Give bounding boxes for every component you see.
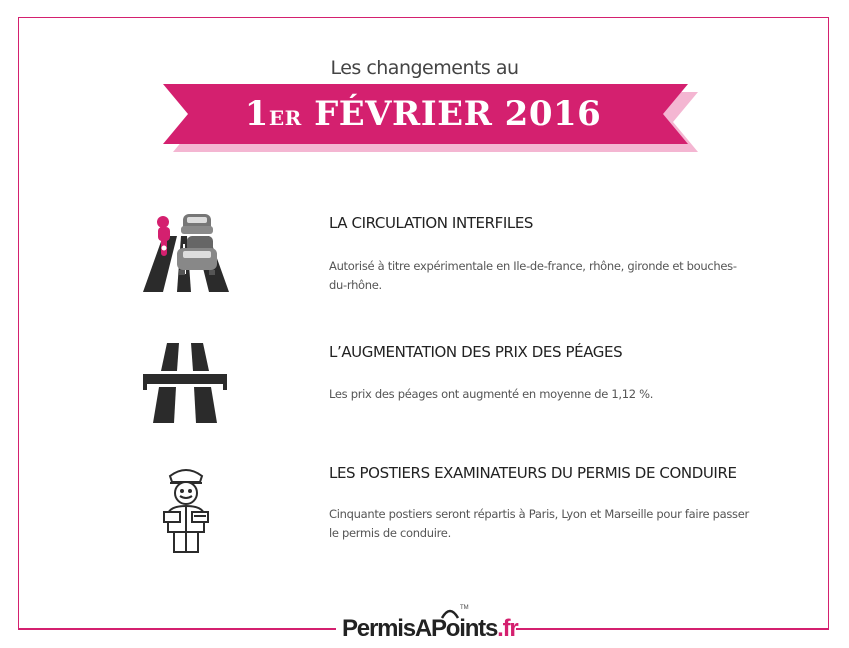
logo-main: PermisAPoints bbox=[342, 615, 498, 642]
highway-toll-icon bbox=[143, 343, 227, 423]
date-number: 1 bbox=[244, 94, 269, 134]
item-desc-postiers: Cinquante postiers seront répartis à Paris, Lyon et Marseille pour faire passer le permis de conduire. bbox=[329, 507, 749, 540]
motorbike-between-cars-icon bbox=[143, 208, 229, 294]
date-suffix: ER bbox=[268, 106, 302, 130]
logo-tld: .fr bbox=[497, 615, 518, 642]
permisapoints-logo[interactable] bbox=[336, 603, 516, 647]
item-desc-interfiles: Autorisé à titre expérimentale en Ile-de-france, rhône, gironde et bouches-du-rhône. bbox=[329, 259, 737, 292]
postman-icon bbox=[158, 466, 214, 554]
date-heading bbox=[163, 94, 683, 134]
item-title-interfiles: LA CIRCULATION INTERFILES bbox=[329, 214, 534, 232]
logo-wordmark bbox=[342, 615, 518, 643]
intro-text: Les changements au bbox=[330, 57, 519, 79]
item-title-postiers: LES POSTIERS EXAMINATEURS DU PERMIS DE CONDUIRE bbox=[329, 464, 737, 482]
date-month-year: FÉVRIER 2016 bbox=[314, 94, 602, 134]
footer-rule-left bbox=[18, 629, 338, 630]
footer-rule-right bbox=[515, 629, 829, 630]
item-desc-peages: Les prix des péages ont augmenté en moyenne de 1,12 %. bbox=[329, 387, 654, 401]
logo-trademark: TM bbox=[460, 605, 469, 611]
date-ribbon bbox=[163, 84, 698, 158]
item-title-peages: L’AUGMENTATION DES PRIX DES PÉAGES bbox=[329, 343, 623, 361]
